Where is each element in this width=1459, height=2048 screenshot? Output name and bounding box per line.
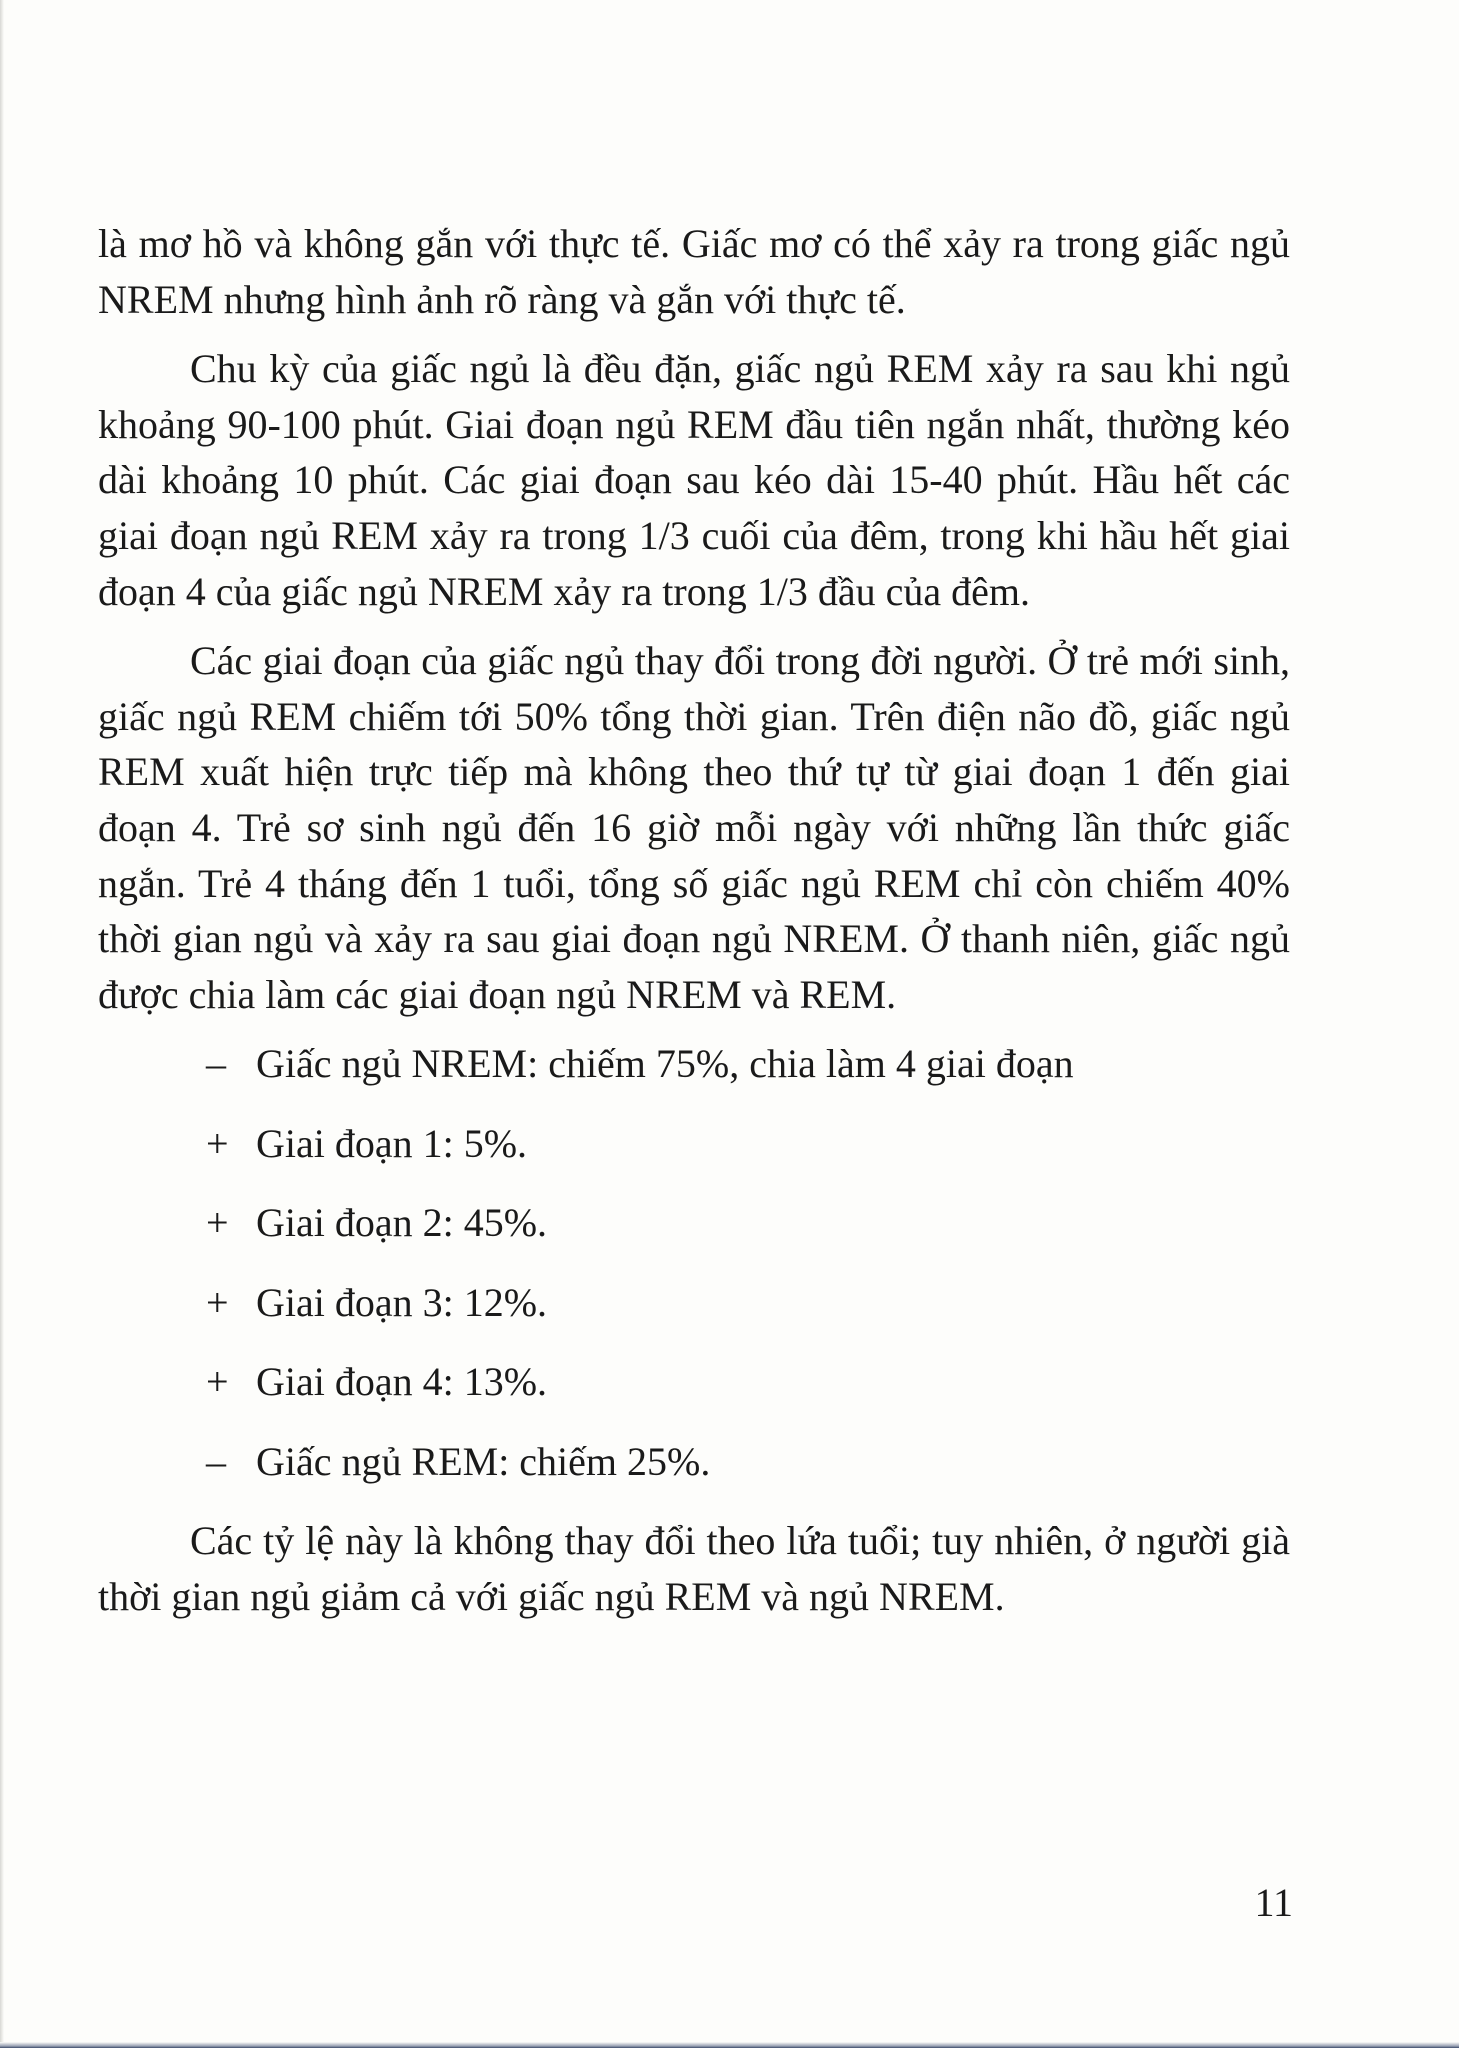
paragraph-sleep-stages-life: Các giai đoạn của giấc ngủ thay đổi trong đời người. Ở trẻ mới sinh, giấc ngủ REM chiếm tới 50% tổng thời gian. Trên điện não đồ, giấc ngủ REM xuất hiện trực tiếp mà không theo thứ tự từ giai đoạn 1 đến giai đoạn 4. Trẻ sơ sinh ngủ đến 16 giờ mỗi ngày với những lần thức giấc ngắn. Trẻ 4 tháng đến 1 tuổi, tổng số giấc ngủ REM chỉ còn chiếm 40% thời gian ngủ và xảy ra sau giai đoạn ngủ NREM. Ở thanh niên, giấc ngủ được chia làm các giai đoạn ngủ NREM và REM. <box>98 638 1290 1017</box>
list-item <box>98 1434 1290 1514</box>
list-marker: + <box>206 1120 229 1166</box>
list-item <box>98 1275 1290 1355</box>
list-marker: + <box>206 1200 229 1246</box>
list-item-text: Giấc ngủ NREM: chiếm 75%, chia làm 4 giai đoạn <box>256 1041 1074 1087</box>
list-item-text: Giai đoạn 3: 12%. <box>256 1279 548 1325</box>
list-item-text: Giai đoạn 4: 13%. <box>256 1359 548 1405</box>
page-number: 11 <box>1254 1880 1293 1925</box>
list-item-text: Giấc ngủ REM: chiếm 25%. <box>256 1438 711 1484</box>
page-bottom-edge <box>0 2042 1459 2048</box>
list-marker: – <box>206 1041 226 1087</box>
list-item <box>98 1195 1290 1275</box>
list-item-text: Giai đoạn 1: 5%. <box>256 1120 528 1166</box>
list-item <box>98 1354 1290 1434</box>
list-marker: + <box>206 1359 229 1405</box>
paragraph-sleep-cycle: Chu kỳ của giấc ngủ là đều đặn, giấc ngủ REM xảy ra sau khi ngủ khoảng 90-100 phút. Giai đoạn ngủ REM đầu tiên ngắn nhất, thường kéo dài khoảng 10 phút. Các giai đoạn sau kéo dài 15-40 phút. Hầu hết các giai đoạn ngủ REM xảy ra trong 1/3 cuối của đêm, trong khi hầu hết giai đoạn 4 của giấc ngủ NREM xảy ra trong 1/3 đầu của đêm. <box>98 346 1290 614</box>
list-item-text: Giai đoạn 2: 45%. <box>256 1200 548 1246</box>
sleep-stage-list <box>98 1036 1290 1513</box>
list-marker: – <box>206 1438 226 1484</box>
list-marker: + <box>206 1279 229 1325</box>
list-item <box>98 1036 1290 1116</box>
page-body <box>98 216 1290 1639</box>
page-left-edge <box>0 0 4 2048</box>
paragraph-closing: Các tỷ lệ này là không thay đổi theo lứa tuổi; tuy nhiên, ở người già thời gian ngủ giảm cả với giấc ngủ REM và ngủ NREM. <box>98 1518 1290 1619</box>
list-item <box>98 1116 1290 1196</box>
paragraph-continued: là mơ hồ và không gắn với thực tế. Giấc mơ có thể xảy ra trong giấc ngủ NREM nhưng hình ảnh rõ ràng và gắn với thực tế. <box>98 221 1290 322</box>
